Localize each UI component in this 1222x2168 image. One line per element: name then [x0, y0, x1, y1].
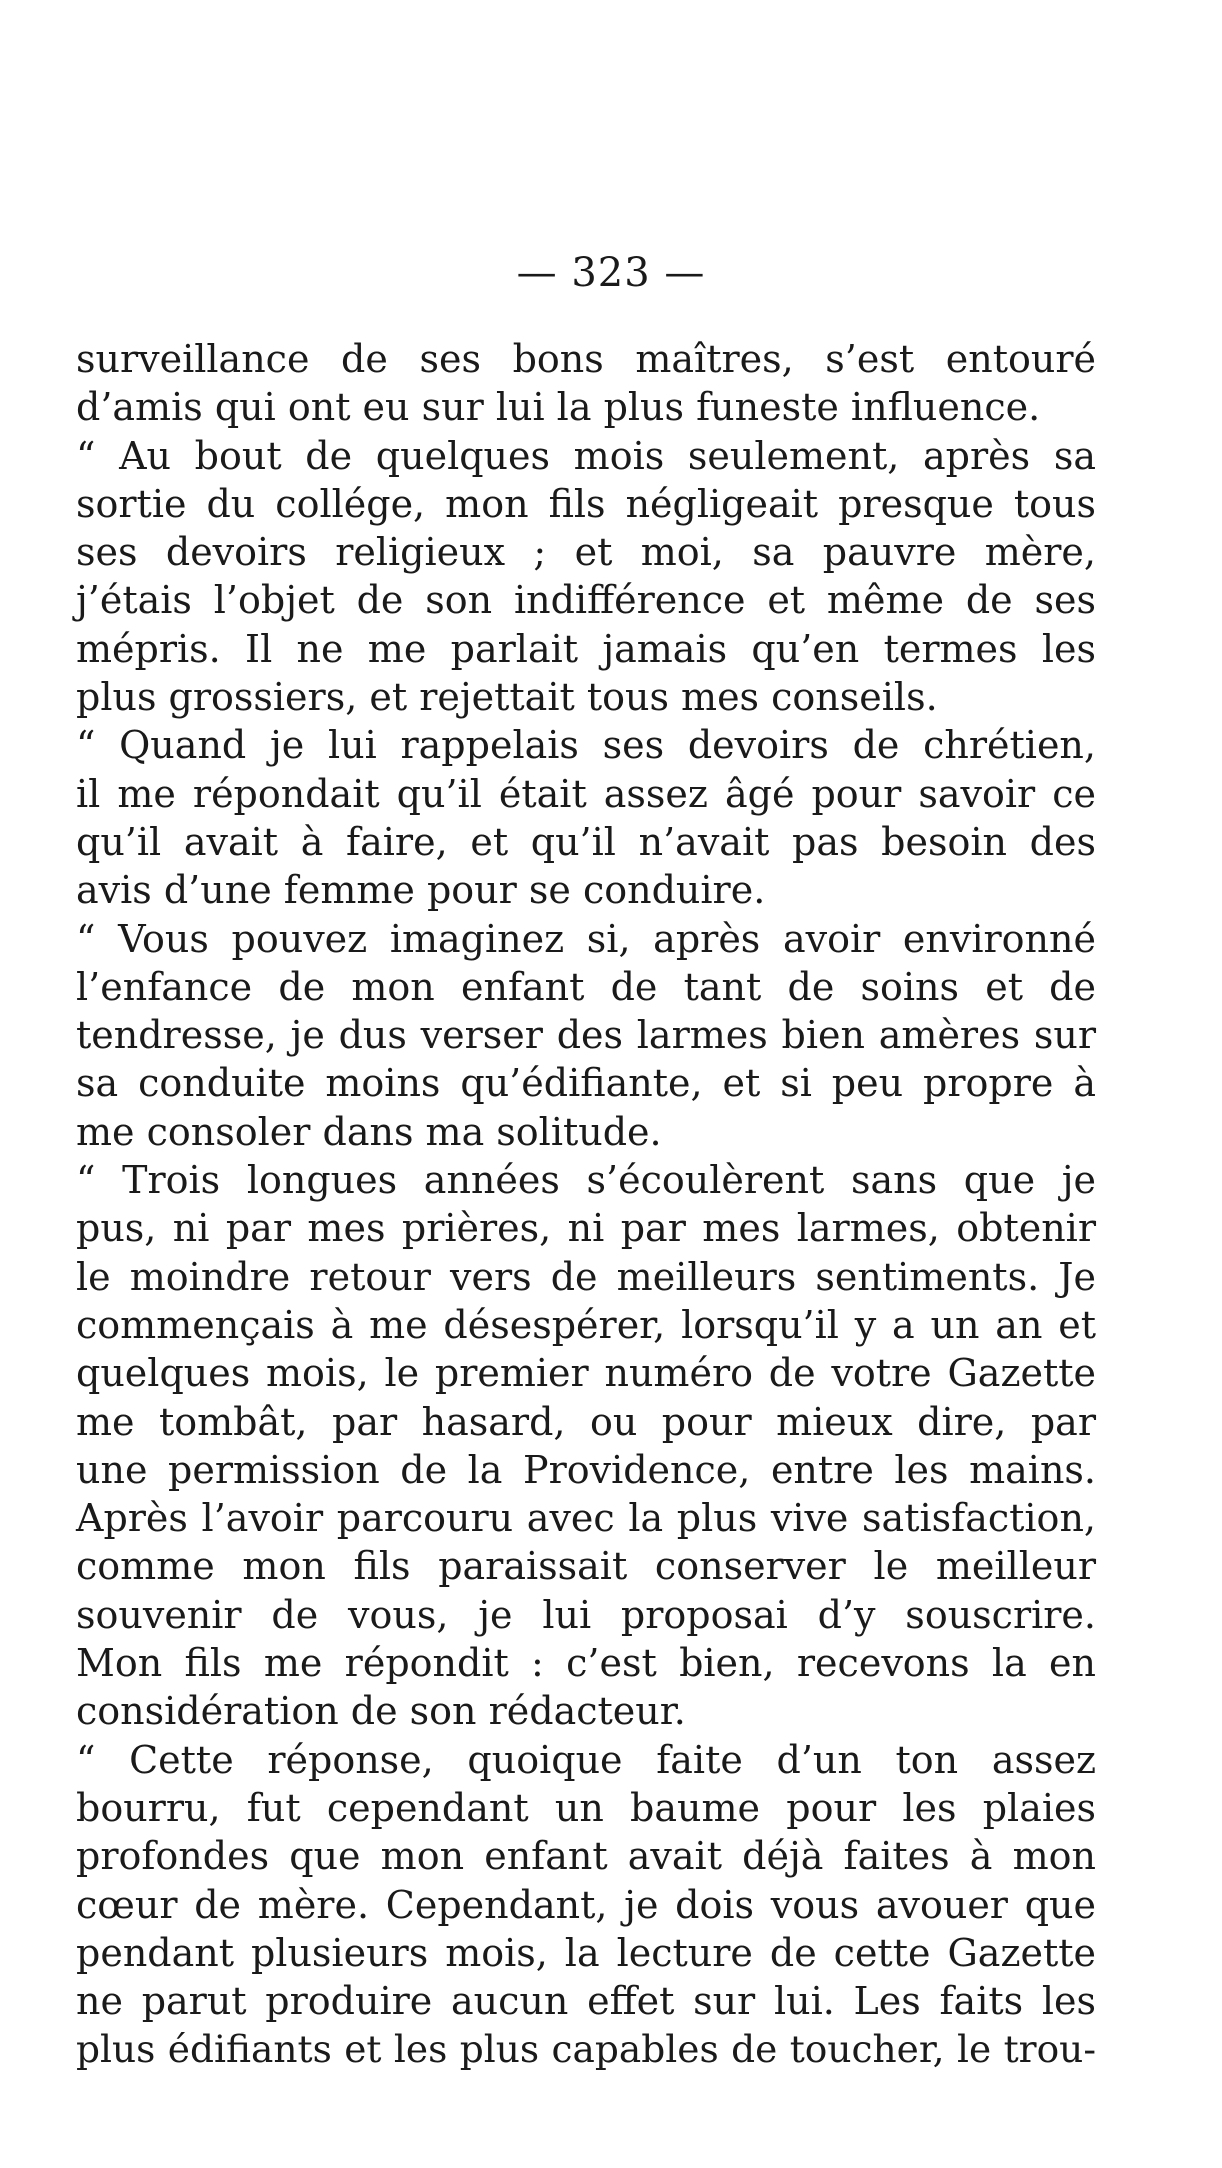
text-line: le moindre retour vers de meilleurs sentiments. Je	[76, 1254, 1096, 1299]
text-line: Mon fils me répondit : c’est bien, recevons la en	[76, 1641, 1096, 1686]
text-line: commençais à me désespérer, lorsqu’il y a un an et	[76, 1302, 1096, 1347]
text-line: tendresse, je dus verser des larmes bien amères sur	[76, 1013, 1096, 1058]
text-line: bourru, fut cependant un baume pour les plaies	[76, 1785, 1096, 1830]
text-line: sa conduite moins qu’édifiante, et si peu propre à	[76, 1061, 1096, 1106]
text-line: “ Trois longues années s’écoulèrent sans que je	[76, 1158, 1096, 1203]
text-line: ses devoirs religieux ; et moi, sa pauvre mère,	[76, 530, 1096, 575]
body-text	[76, 335, 1096, 2074]
text-line: il me répondait qu’il était assez âgé pour savoir ce	[76, 771, 1096, 816]
text-line: considération de son rédacteur.	[76, 1689, 686, 1734]
text-line: me consoler dans ma solitude.	[76, 1109, 662, 1154]
text-line: quelques mois, le premier numéro de votre Gazette	[76, 1351, 1096, 1396]
text-line: comme mon fils paraissait conserver le meilleur	[76, 1544, 1096, 1589]
text-line: “ Au bout de quelques mois seulement, après sa	[76, 433, 1096, 478]
text-line: ne parut produire aucun effet sur lui. Les faits les	[76, 1979, 1096, 2024]
text-line: “ Vous pouvez imaginez si, après avoir environné	[76, 916, 1096, 961]
text-line: pendant plusieurs mois, la lecture de cette Gazette	[76, 1930, 1096, 1975]
text-line: “ Quand je lui rappelais ses devoirs de chrétien,	[76, 723, 1096, 768]
text-line: j’étais l’objet de son indifférence et même de ses	[76, 578, 1096, 623]
text-line: une permission de la Providence, entre les mains.	[76, 1447, 1096, 1492]
text-line: Après l’avoir parcouru avec la plus vive satisfaction,	[76, 1496, 1096, 1541]
text-line: pus, ni par mes prières, ni par mes larmes, obtenir	[76, 1206, 1096, 1251]
text-line: plus grossiers, et rejettait tous mes conseils.	[76, 675, 938, 720]
text-line: avis d’une femme pour se conduire.	[76, 868, 766, 913]
text-line: plus édifiants et les plus capables de toucher, le trou-	[76, 2027, 1096, 2072]
text-line: d’amis qui ont eu sur lui la plus funeste influence.	[76, 385, 1041, 430]
text-line: cœur de mère. Cependant, je dois vous avouer que	[76, 1882, 1096, 1927]
text-line: mépris. Il ne me parlait jamais qu’en termes les	[76, 626, 1096, 671]
text-line: souvenir de vous, je lui proposai d’y souscrire.	[76, 1592, 1096, 1637]
text-line: “ Cette réponse, quoique faite d’un ton assez	[76, 1737, 1096, 1782]
text-line: sortie du collége, mon fils négligeait presque tous	[76, 481, 1096, 526]
text-line: l’enfance de mon enfant de tant de soins et de	[76, 964, 1096, 1009]
text-line: surveillance de ses bons maîtres, s’est entouré	[76, 337, 1096, 381]
text-line: me tombât, par hasard, ou pour mieux dire, par	[76, 1399, 1096, 1444]
page-number: — 323 —	[516, 250, 706, 296]
text-line: qu’il avait à faire, et qu’il n’avait pas besoin des	[76, 819, 1096, 864]
text-line: profondes que mon enfant avait déjà faites à mon	[76, 1834, 1096, 1879]
